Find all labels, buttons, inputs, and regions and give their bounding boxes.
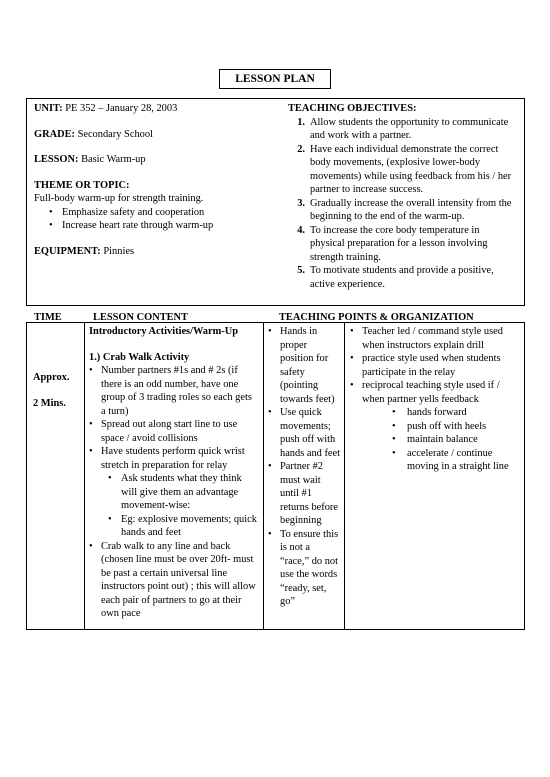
organization-cell [347, 325, 519, 474]
equipment-value: Pinnies [103, 245, 134, 257]
unit-value: PE 352 – January 28, 2003 [65, 103, 178, 114]
lesson-info [34, 102, 284, 258]
content-bullet: • Spread out along start line to use space / avoid collisions [86, 418, 258, 445]
grade-label: GRADE: [34, 128, 75, 140]
objective-text: Gradually increase the overall intensity from the beginning to the end of the warm-up. [310, 197, 512, 223]
time-cell [27, 371, 89, 410]
organization-sub-item: • maintain balance [347, 433, 519, 447]
lesson-label: LESSON: [34, 154, 79, 166]
unit-label: UNIT: [34, 103, 63, 114]
column-divider [344, 323, 345, 629]
objective-text: Have each individual demonstrate the correct body movements, (explosive lower-body movements) while using feedback from his / her partner to increase success. [310, 143, 512, 196]
time-line: Approx. [33, 372, 70, 383]
organization-item: • Teacher led / command style used when instructors explain drill [347, 325, 519, 352]
column-divider [263, 323, 264, 629]
objective-number: 2. [297, 143, 305, 155]
objective-number: 4. [297, 224, 305, 236]
lesson-field [34, 153, 284, 167]
content-sub-bullet: • Eg: explosive movements; quick hands and feet [86, 513, 258, 540]
organization-sub-item: • accelerate / continue moving in a straight line [347, 447, 519, 474]
content-sub-bullet: • Ask students what they think will give them an advantage movement-wise: [86, 472, 258, 513]
content-column-header: LESSON CONTENT [93, 312, 188, 323]
column-divider [84, 323, 85, 629]
objective-text: To motivate students and provide a positive, active experience. [310, 265, 494, 290]
theme-bullet: • Increase heart rate through warm-up [34, 219, 284, 233]
time-column-header: TIME [34, 312, 62, 323]
objective-text: To increase the core body temperature in physical preparation for a lesson involving strength training. [310, 224, 488, 263]
objective-number: 1. [297, 116, 305, 128]
equipment-label: EQUIPMENT: [34, 245, 101, 257]
grade-value: Secondary School [77, 128, 153, 140]
objective-text: Allow students the opportunity to communicate and work with a partner. [310, 116, 509, 142]
activity-title: 1.) Crab Walk Activity [89, 351, 190, 363]
unit-field [34, 102, 284, 116]
lesson-header-box [26, 98, 525, 306]
objective-item [285, 197, 515, 224]
content-cell [86, 325, 258, 621]
teaching-points-cell [265, 325, 341, 609]
objective-number: 3. [297, 197, 305, 209]
theme-bullet: • Emphasize safety and cooperation [34, 206, 284, 220]
equipment-field [34, 245, 284, 259]
organization-item: • practice style used when students participate in the relay [347, 352, 519, 379]
objective-item [285, 116, 515, 143]
content-bullet: • Number partners #1s and # 2s (if there is an odd number, have one group of 3 trading roles so each gets a turn) [86, 364, 258, 418]
grade-field [34, 128, 284, 142]
teaching-point: • Partner #2 must wait until #1 returns before beginning [265, 460, 341, 528]
objective-item [285, 143, 515, 197]
lesson-value: Basic Warm-up [81, 154, 146, 166]
teaching-objectives [285, 102, 515, 291]
theme-label: THEME OR TOPIC: [34, 179, 130, 191]
teaching-point: • Hands in proper position for safety (pointing towards feet) [265, 325, 341, 406]
lesson-table [26, 322, 525, 630]
objective-item [285, 224, 515, 265]
time-line: 2 Mins. [33, 397, 66, 409]
objective-number: 5. [297, 265, 305, 277]
teaching-point: • Use quick movements; push off with hands and feet [265, 406, 341, 460]
content-bullet: • Crab walk to any line and back (chosen line must be over 20ft- must be past a certain universal line instructors point out) ; this will allow each pair of partners to go at their own pace [86, 540, 258, 621]
section-title: Introductory Activities/Warm-Up [89, 326, 239, 337]
objective-item [285, 264, 515, 291]
page-title: LESSON PLAN [219, 69, 331, 89]
teaching-point: • To ensure this is not a “race,” do not use the words “ready, set, go” [265, 528, 341, 609]
objectives-heading: TEACHING OBJECTIVES: [288, 103, 417, 114]
teaching-column-header: TEACHING POINTS & ORGANIZATION [279, 312, 474, 323]
organization-sub-item: • push off with heels [347, 420, 519, 434]
content-bullet: • Have students perform quick wrist stretch in preparation for relay [86, 445, 258, 472]
organization-item: • reciprocal teaching style used if / when partner yells feedback [347, 379, 519, 406]
organization-sub-item: • hands forward [347, 406, 519, 420]
theme-value: Full-body warm-up for strength training. [34, 193, 204, 205]
